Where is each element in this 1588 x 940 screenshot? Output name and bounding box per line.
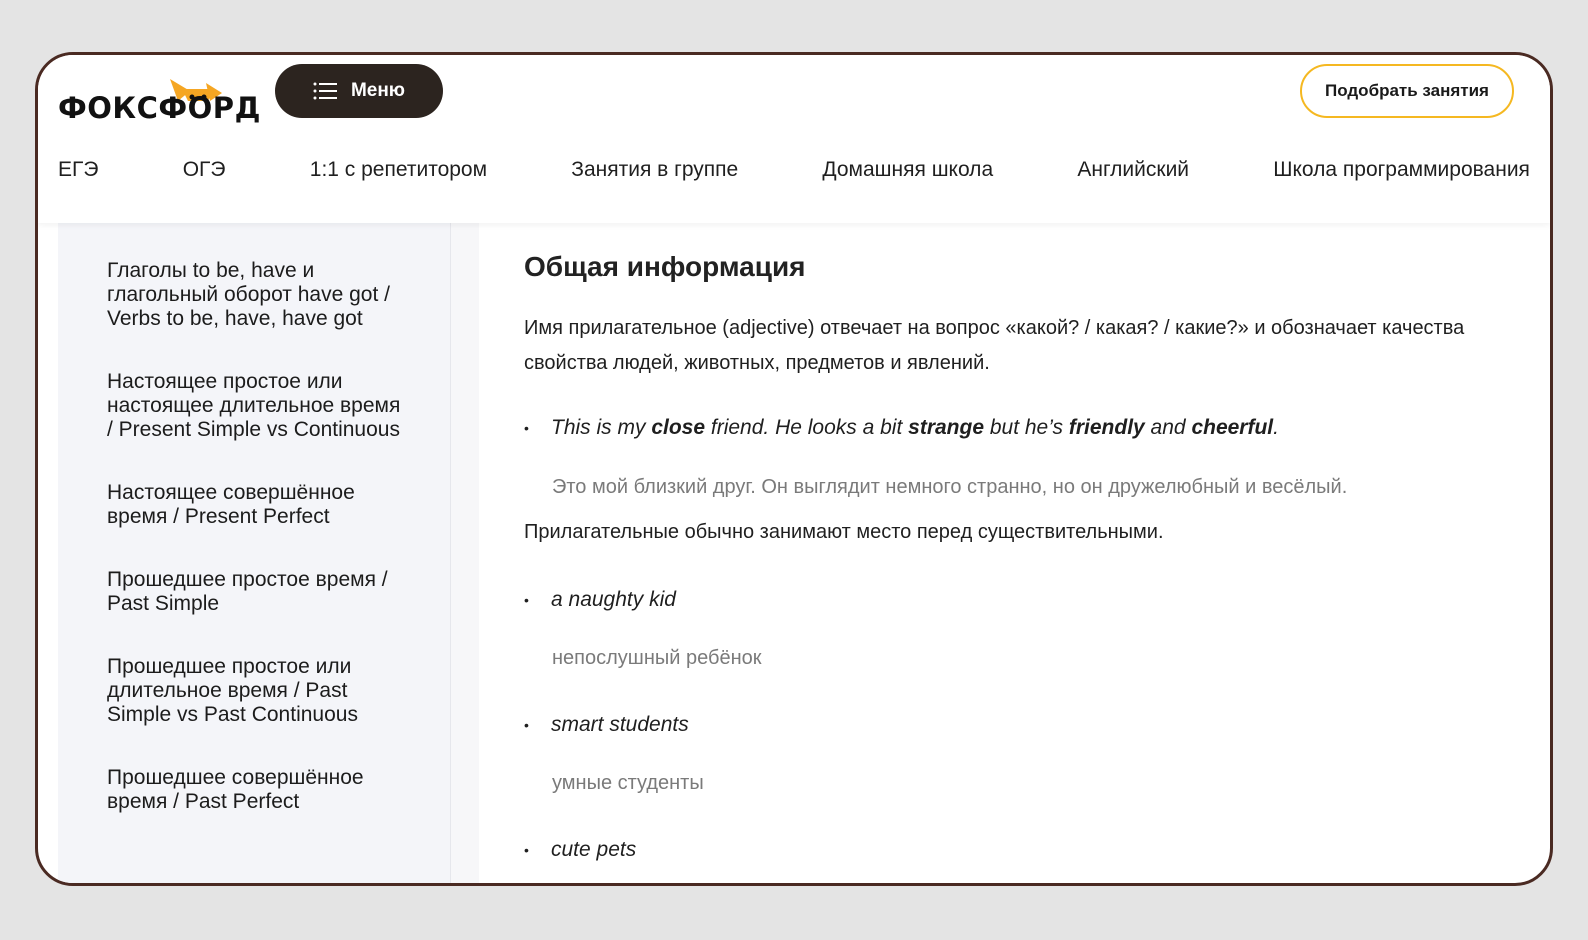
- section-heading: Общая информация: [524, 251, 806, 282]
- sidebar-item-present-perfect[interactable]: Настоящее совершённое время / Present Perfect: [107, 481, 355, 528]
- example-text: friend. He looks a bit: [705, 416, 909, 439]
- menu-button-label: Меню: [350, 80, 406, 101]
- list-item: [524, 713, 689, 737]
- phrase-translation: умные студенты: [552, 772, 704, 794]
- sidebar-item-present-simple-vs-continuous[interactable]: Настоящее простое или настоящее длительное время / Present Simple vs Continuous: [107, 370, 401, 441]
- example-translation: Это мой близкий друг. Он выглядит немного странно, но он дружелюбный и весёлый.: [552, 476, 1348, 498]
- intro-line-2: свойства людей, животных, предметов и явлений.: [524, 352, 990, 374]
- sidebar-item-verbs-to-be[interactable]: Глаголы to be, have и глагольный оборот have got / Verbs to be, have, have got: [107, 259, 390, 330]
- example-text: This is my: [551, 416, 652, 439]
- nav-item-group-classes[interactable]: Занятия в группе: [571, 158, 739, 181]
- article-content: [524, 223, 1550, 883]
- example-text: but he’s: [984, 416, 1069, 439]
- nav-item-tutor[interactable]: 1:1 с репетитором: [309, 158, 488, 181]
- example-text: and: [1144, 416, 1192, 439]
- sidebar-item-past-simple[interactable]: Прошедшее простое время / Past Simple: [107, 568, 388, 615]
- logo-wordmark: ФОКСФОРД: [58, 91, 261, 125]
- bullet: •: [524, 420, 529, 437]
- bullet: •: [524, 842, 529, 859]
- intro-line-1: Имя прилагательное (adjective) отвечает на вопрос «какой? / какая? / какие?» и обозначает качества: [524, 317, 1465, 339]
- nav-item-english[interactable]: Английский: [1077, 158, 1190, 181]
- example-bold-word: cheerful: [1191, 416, 1274, 439]
- position-note: Прилагательные обычно занимают место перед существительными.: [524, 521, 1164, 543]
- example-bold-word: friendly: [1068, 416, 1145, 439]
- list-menu-icon: [313, 82, 337, 100]
- bullet: •: [524, 592, 529, 609]
- example-sentence: [524, 416, 1279, 440]
- sidebar-item-past-perfect[interactable]: Прошедшее совершённое время / Past Perfect: [107, 766, 364, 813]
- example-bold-word: strange: [908, 416, 985, 439]
- intro-paragraph: [524, 311, 1550, 381]
- topics-sidebar: [58, 223, 451, 883]
- sidebar-item-past-simple-vs-continuous[interactable]: Прошедшее простое или длительное время / Past Simple vs Past Continuous: [107, 655, 358, 726]
- example-text: .: [1273, 416, 1279, 439]
- example-phrase: smart students: [551, 713, 689, 736]
- example-phrase: a naughty kid: [551, 588, 676, 611]
- example-phrase: cute pets: [551, 838, 637, 861]
- example-bold-word: close: [651, 416, 706, 439]
- bullet: •: [524, 717, 529, 734]
- nav-item-oge[interactable]: ОГЭ: [182, 158, 226, 181]
- nav-item-programming-school[interactable]: Школа программирования: [1273, 158, 1530, 181]
- site-header: [38, 55, 1550, 223]
- nav-item-home-school[interactable]: Домашняя школа: [822, 158, 994, 181]
- sidebar-gutter: [451, 223, 479, 883]
- phrase-translation: непослушный ребёнок: [552, 647, 762, 669]
- list-item: [524, 588, 676, 612]
- nav-item-ege[interactable]: ЕГЭ: [58, 158, 99, 181]
- select-classes-button[interactable]: Подобрать занятия: [1300, 64, 1514, 118]
- menu-button[interactable]: [275, 64, 443, 118]
- main-nav: [58, 158, 1530, 182]
- topics-list: [107, 259, 410, 853]
- foxford-logo[interactable]: [58, 81, 261, 131]
- browser-frame: [35, 52, 1553, 886]
- list-item: [524, 838, 636, 862]
